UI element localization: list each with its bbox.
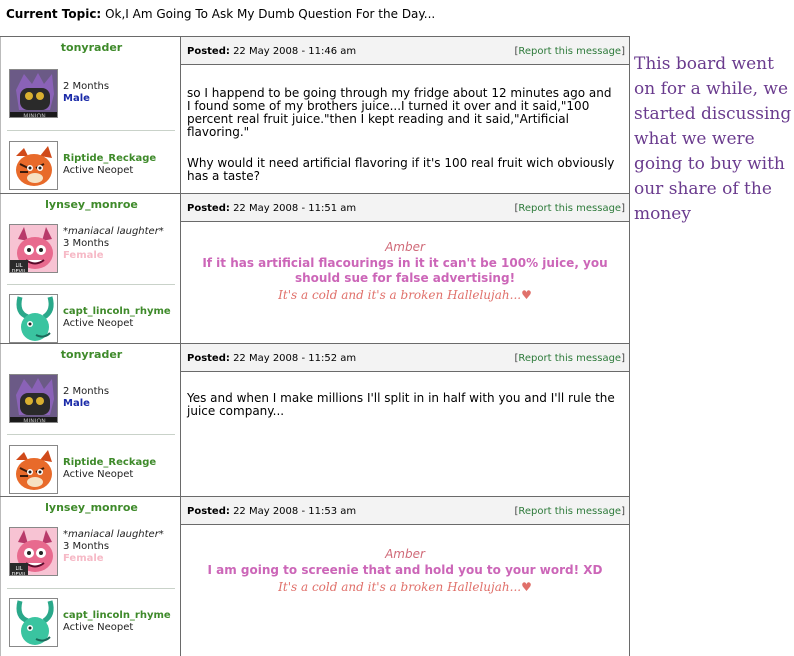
post-4-user-info: [63, 529, 164, 565]
post-1-duration: 2 Months: [63, 81, 110, 92]
tiger-pet-icon[interactable]: [9, 141, 58, 190]
post-3-report-link[interactable]: [Report this message]: [514, 353, 625, 364]
post-2-pet-status: Active Neopet: [63, 318, 134, 329]
post-2-pet-info: [63, 306, 171, 330]
post-4-sidebar: [0, 497, 181, 656]
minion-avatar-icon[interactable]: [9, 374, 58, 423]
post-1-sidebar: [0, 37, 181, 193]
post-3-body: Yes and when I make millions I'll split in in half with you and I'll rule the juice company...: [187, 391, 615, 418]
post-4-body: [181, 547, 629, 594]
post-4-duration: 3 Months: [63, 541, 110, 552]
post-4-header: [181, 497, 629, 525]
topic-title: Ok,I Am Going To Ask My Dumb Question For the Day...: [105, 7, 436, 21]
current-topic: [6, 7, 435, 21]
post-4: [0, 496, 630, 656]
post-4-sig-line: It's a cold and it's a broken Hallelujah...♥: [278, 580, 532, 594]
post-4-pet-status: Active Neopet: [63, 622, 134, 633]
devil-badge: DEVIL: [11, 269, 27, 273]
minion-badge: MINION: [23, 113, 46, 118]
post-4-report-link[interactable]: [Report this message]: [514, 506, 625, 517]
post-3-duration: 2 Months: [63, 386, 110, 397]
post-2-status: *maniacal laughter*: [63, 226, 164, 237]
lil-devil-avatar-icon[interactable]: [9, 224, 58, 273]
divider: [7, 434, 175, 435]
message-board: [0, 36, 630, 656]
screenshot-caption: This board went on for a while, we started discussing what we were going to buy with our share of the money: [634, 54, 792, 224]
post-3-pet-name[interactable]: Riptide_Reckage: [63, 457, 157, 468]
post-3-user-info: [63, 386, 109, 410]
post-2-message: If it has artificial flacourings in it it can't be 100% juice, you should sue for false advertising!: [202, 256, 608, 285]
post-4-pet-info: [63, 610, 171, 634]
post-1-pet-info: [63, 153, 156, 177]
post-3-sidebar: [0, 344, 181, 496]
post-4-pet-name[interactable]: capt_lincoln_rhyme: [63, 610, 171, 621]
tiger-pet-icon[interactable]: [9, 445, 58, 494]
post-4-username[interactable]: lynsey_monroe: [45, 501, 138, 514]
post-1-user-info: [63, 81, 109, 105]
post-2-gender: Female: [63, 250, 104, 261]
lil-badge: LIL: [15, 566, 23, 572]
divider: [7, 284, 175, 285]
post-2-body: [181, 240, 629, 302]
minion-avatar-icon[interactable]: [9, 69, 58, 118]
post-2-report-link[interactable]: [Report this message]: [514, 203, 625, 214]
post-2-username[interactable]: lynsey_monroe: [45, 198, 138, 211]
post-1-pet-status: Active Neopet: [63, 165, 134, 176]
green-pet-icon[interactable]: [9, 598, 58, 647]
post-1-header: [181, 37, 629, 65]
post-2-sidebar: [0, 194, 181, 343]
post-2: [0, 193, 630, 343]
post-1-pet-name[interactable]: Riptide_Reckage: [63, 153, 157, 164]
post-3-pet-info: [63, 457, 156, 481]
post-4-gender: Female: [63, 553, 104, 564]
post-4-sig-name: Amber: [385, 547, 425, 561]
green-pet-icon[interactable]: [9, 294, 58, 343]
post-2-sig-line: It's a cold and it's a broken Hallelujah...♥: [278, 288, 532, 302]
post-4-posted: Posted: 22 May 2008 - 11:53 am: [187, 506, 357, 517]
post-2-pet-name[interactable]: capt_lincoln_rhyme: [63, 306, 171, 317]
post-2-posted: Posted: 22 May 2008 - 11:51 am: [187, 203, 357, 214]
post-4-message: I am going to screenie that and hold you to your word! XD: [207, 563, 603, 577]
post-2-user-info: [63, 226, 164, 262]
post-1-body-2: Why would it need artificial flavoring if it's 100 real fruit wich obviously has a taste?: [187, 156, 615, 183]
lil-badge: LIL: [15, 263, 23, 269]
topic-label: Current Topic:: [6, 7, 102, 21]
post-2-duration: 3 Months: [63, 238, 110, 249]
minion-badge: MINION: [23, 418, 46, 423]
post-3-header: [181, 344, 629, 372]
post-3-username[interactable]: tonyrader: [60, 348, 123, 361]
post-1-body: so I happend to be going through my fridge about 12 minutes ago and I found some of my brothers juice...I turned it over and it said,"100 percent real fruit juice."then I kept reading and it said,"Artificial flavoring.": [187, 86, 612, 139]
post-3-posted: Posted: 22 May 2008 - 11:52 am: [187, 353, 357, 364]
divider: [7, 130, 175, 131]
board-right-border: [629, 36, 630, 656]
post-3-pet-status: Active Neopet: [63, 469, 134, 480]
post-1-report-link[interactable]: [Report this message]: [514, 46, 625, 57]
devil-badge: DEVIL: [11, 572, 27, 576]
post-3-gender: Male: [63, 398, 90, 409]
post-1-username[interactable]: tonyrader: [60, 41, 123, 54]
divider: [7, 588, 175, 589]
post-1-posted: Posted: 22 May 2008 - 11:46 am: [187, 46, 357, 57]
post-4-status: *maniacal laughter*: [63, 529, 164, 540]
post-2-sig-name: Amber: [385, 240, 425, 254]
lil-devil-avatar-icon[interactable]: [9, 527, 58, 576]
post-3: [0, 343, 630, 496]
post-1-gender: Male: [63, 93, 90, 104]
post-1: [0, 36, 630, 193]
post-2-header: [181, 194, 629, 222]
